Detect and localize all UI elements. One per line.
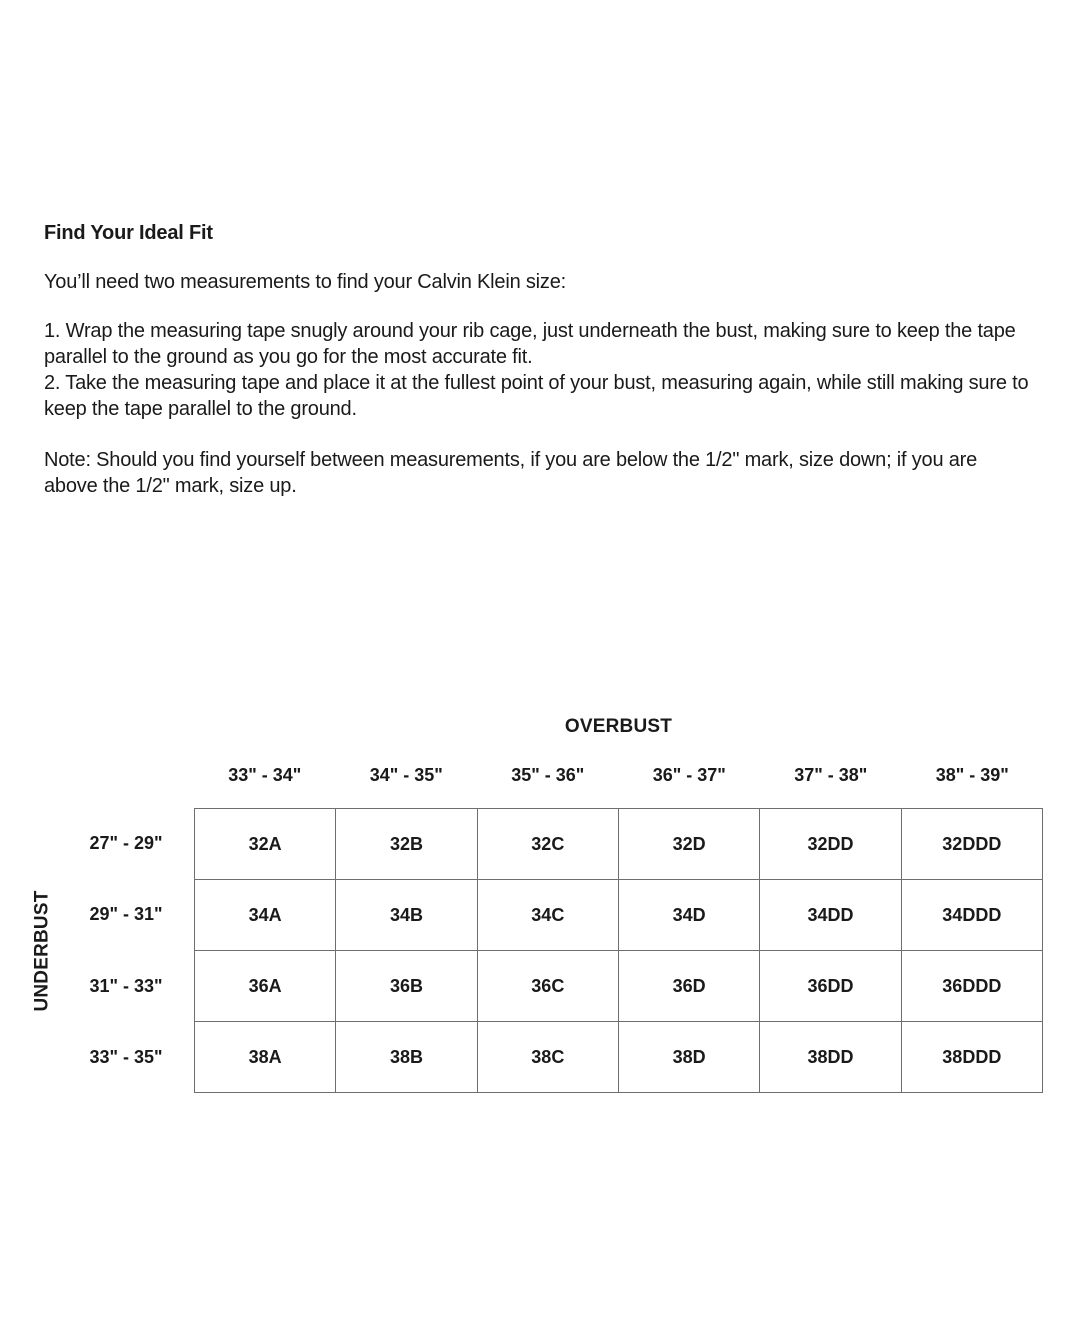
size-cell: 32D (619, 809, 759, 879)
size-cell: 38DDD (902, 1022, 1042, 1092)
size-cell: 38B (336, 1022, 476, 1092)
overbust-column-headers (194, 764, 1043, 786)
step-2: 2. Take the measuring tape and place it at the fullest point of your bust, measuring again, while still making sure to keep the tape parallel to the ground. (44, 372, 1029, 420)
overbust-axis-label: OVERBUST (564, 716, 673, 737)
column-header: 35" - 36" (511, 765, 585, 785)
column-header: 34" - 35" (369, 765, 443, 785)
size-cell: 34DD (760, 880, 900, 950)
underbust-axis-label: UNDERBUST (32, 889, 53, 1012)
size-table (194, 808, 1043, 1093)
row-header: 29" - 31" (89, 904, 163, 925)
size-cell: 32C (478, 809, 618, 879)
size-cell: 36A (195, 951, 335, 1021)
row-header: 27" - 29" (89, 833, 163, 854)
fit-note: Note: Should you find yourself between measurements, if you are below the 1/2" mark, size down; if you are above the 1/2" mark, size up. (44, 449, 978, 497)
underbust-row-headers (56, 808, 196, 1093)
size-cell: 32DD (760, 809, 900, 879)
column-header: 36" - 37" (652, 765, 726, 785)
intro-lead: You’ll need two measurements to find your Calvin Klein size: (44, 271, 566, 293)
size-cell: 38DD (760, 1022, 900, 1092)
size-cell: 38C (478, 1022, 618, 1092)
size-cell: 34A (195, 880, 335, 950)
column-header: 37" - 38" (794, 765, 868, 785)
size-cell: 32B (336, 809, 476, 879)
size-cell: 38D (619, 1022, 759, 1092)
size-cell: 36DDD (902, 951, 1042, 1021)
size-cell: 36DD (760, 951, 900, 1021)
size-cell: 36B (336, 951, 476, 1021)
size-cell: 38A (195, 1022, 335, 1092)
size-cell: 36D (619, 951, 759, 1021)
size-cell: 34DDD (902, 880, 1042, 950)
size-cell: 36C (478, 951, 618, 1021)
size-cell: 34D (619, 880, 759, 950)
row-header: 33" - 35" (89, 1046, 163, 1067)
page-title: Find Your Ideal Fit (44, 222, 213, 244)
size-cell: 32DDD (902, 809, 1042, 879)
size-cell: 34B (336, 880, 476, 950)
column-header: 33" - 34" (228, 765, 302, 785)
size-cell: 32A (195, 809, 335, 879)
size-cell: 34C (478, 880, 618, 950)
step-1: 1. Wrap the measuring tape snugly around your rib cage, just underneath the bust, making sure to keep the tape parallel to the ground as you go for the most accurate fit. (44, 320, 1016, 368)
row-header: 31" - 33" (89, 975, 163, 996)
column-header: 38" - 39" (935, 765, 1009, 785)
